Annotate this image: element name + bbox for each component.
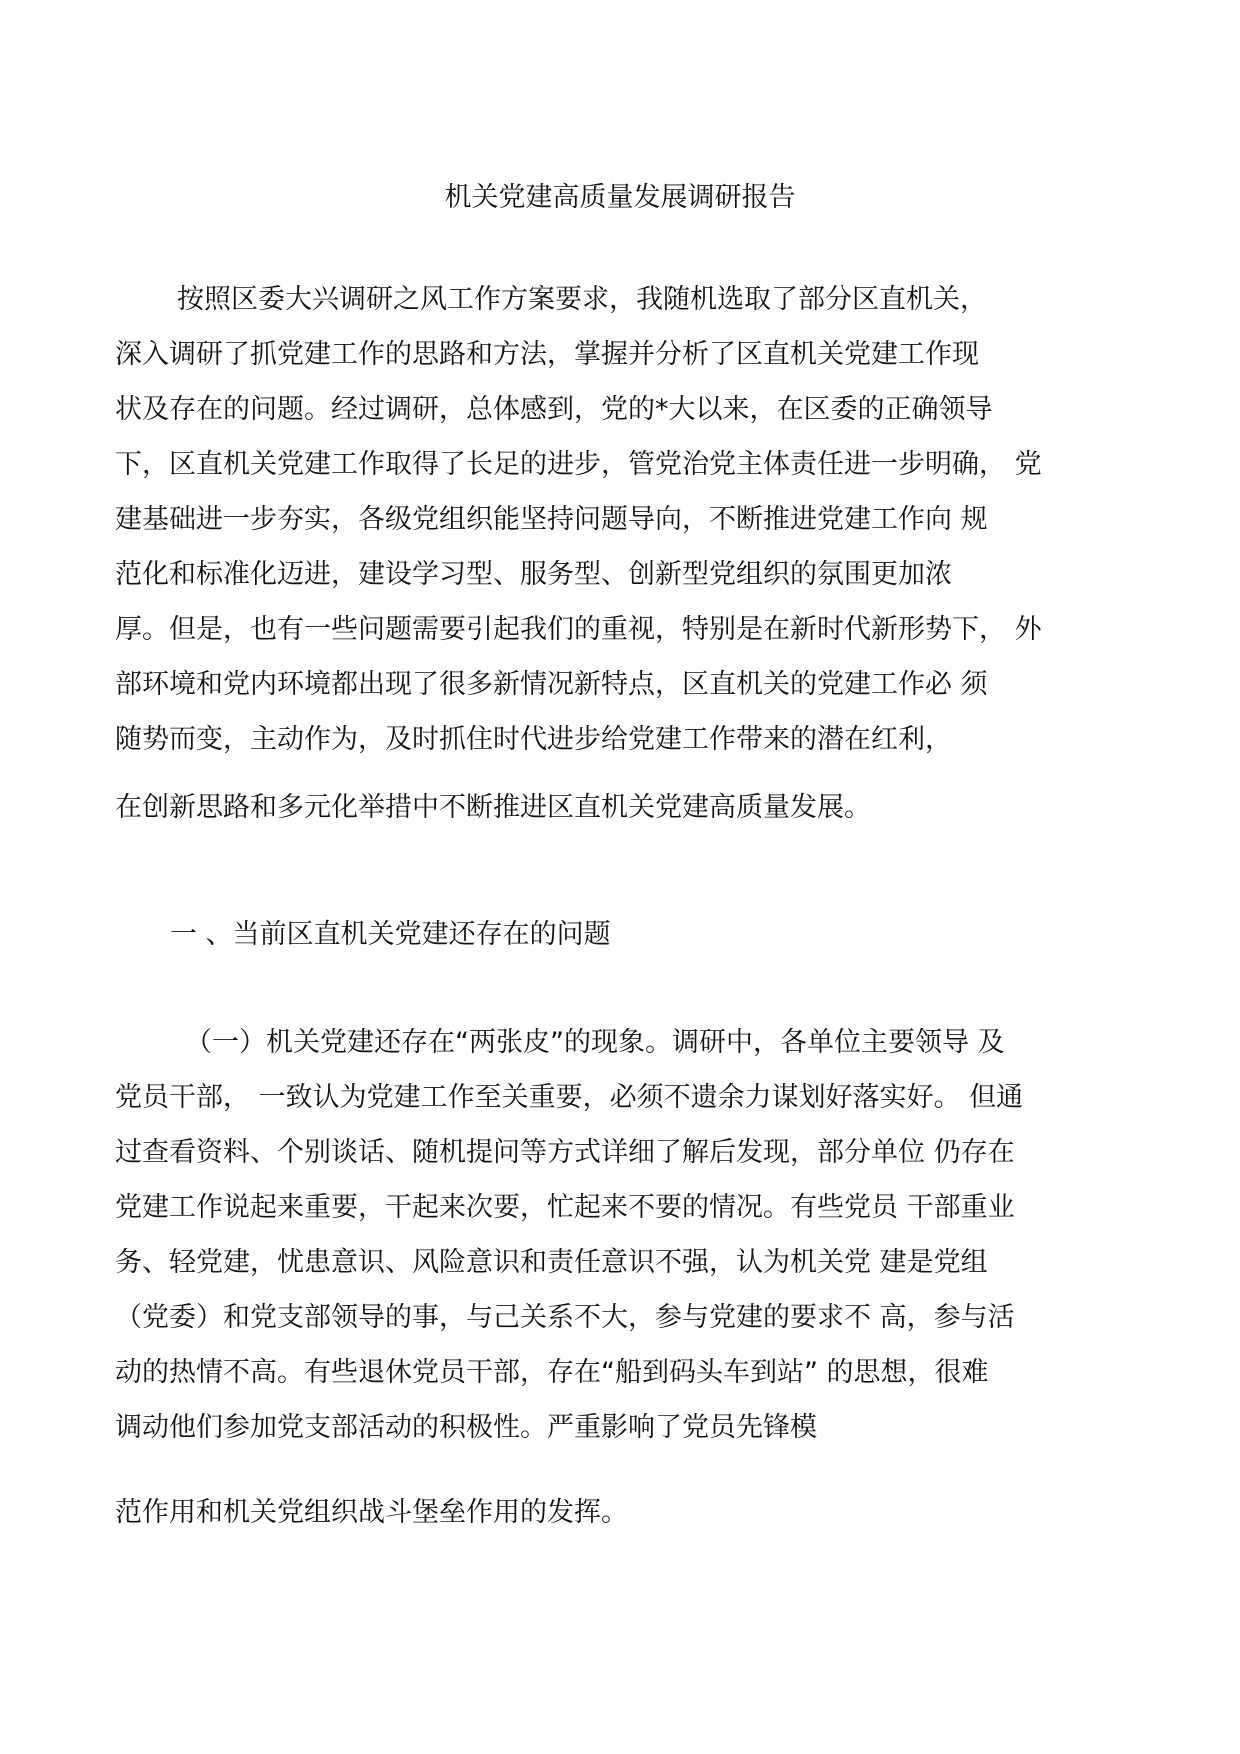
document-title: 机关党建高质量发展调研报告 [444, 182, 796, 213]
intro-line-6: 范化和标准化迈进，建设学习型、服务型、创新型党组织的氛围更加浓 [115, 559, 952, 590]
subsection-line-9: 范作用和机关党组织战斗堡垒作用的发挥。 [115, 1497, 628, 1528]
subsection-line-2: 党员干部， 一致认为党建工作至关重要，必须不遗余力谋划好落实好。 但通 [115, 1082, 1024, 1113]
intro-line-2: 深入调研了抓党建工作的思路和方法，掌握并分析了区直机关党建工作现 [115, 339, 979, 370]
subsection-line-3: 过查看资料、个别谈话、随机提问等方式详细了解后发现，部分单位 仍存在 [115, 1137, 1015, 1168]
intro-line-5: 建基础进一步夯实，各级党组织能坚持问题导向，不断推进党建工作向 规 [115, 504, 988, 535]
subsection-line-6: （党委）和党支部领导的事，与己关系不大，参与党建的要求不 高，参与活 [115, 1302, 1015, 1333]
intro-line-3: 状及存在的问题。经过调研，总体感到，党的*大以来，在区委的正确领导 [115, 394, 993, 425]
intro-line-4: 下，区直机关党建工作取得了长足的进步，管党治党主体责任进一步明确， 党 [115, 449, 1042, 480]
subsection-line-8: 调动他们参加党支部活动的积极性。严重影响了党员先锋模 [115, 1412, 817, 1443]
intro-line-8: 部环境和党内环境都出现了很多新情况新特点，区直机关的党建工作必 须 [115, 669, 988, 700]
subsection-line-5: 务、轻党建，忧患意识、风险意识和责任意识不强，认为机关党 建是党组 [115, 1247, 988, 1278]
section-heading: 一 、当前区直机关党建还存在的问题 [170, 919, 611, 950]
intro-line-10: 在创新思路和多元化举措中不断推进区直机关党建高质量发展。 [115, 792, 871, 823]
intro-line-9: 随势而变，主动作为，及时抓住时代进步给党建工作带来的潜在红利， [115, 724, 952, 755]
subsection-line-4: 党建工作说起来重要，干起来次要，忙起来不要的情况。有些党员 干部重业 [115, 1192, 1015, 1223]
subsection-line-7: 动的热情不高。有些退休党员干部，存在“船到码头车到站” 的思想，很难 [115, 1357, 989, 1388]
subsection-line-1: （一）机关党建还存在“两张皮”的现象。调研中，各单位主要领导 及 [185, 1027, 1005, 1058]
intro-line-7: 厚。但是，也有一些问题需要引起我们的重视，特别是在新时代新形势下， 外 [115, 614, 1042, 645]
intro-line-1: 按照区委大兴调研之风工作方案要求，我随机选取了部分区直机关， [177, 284, 987, 315]
